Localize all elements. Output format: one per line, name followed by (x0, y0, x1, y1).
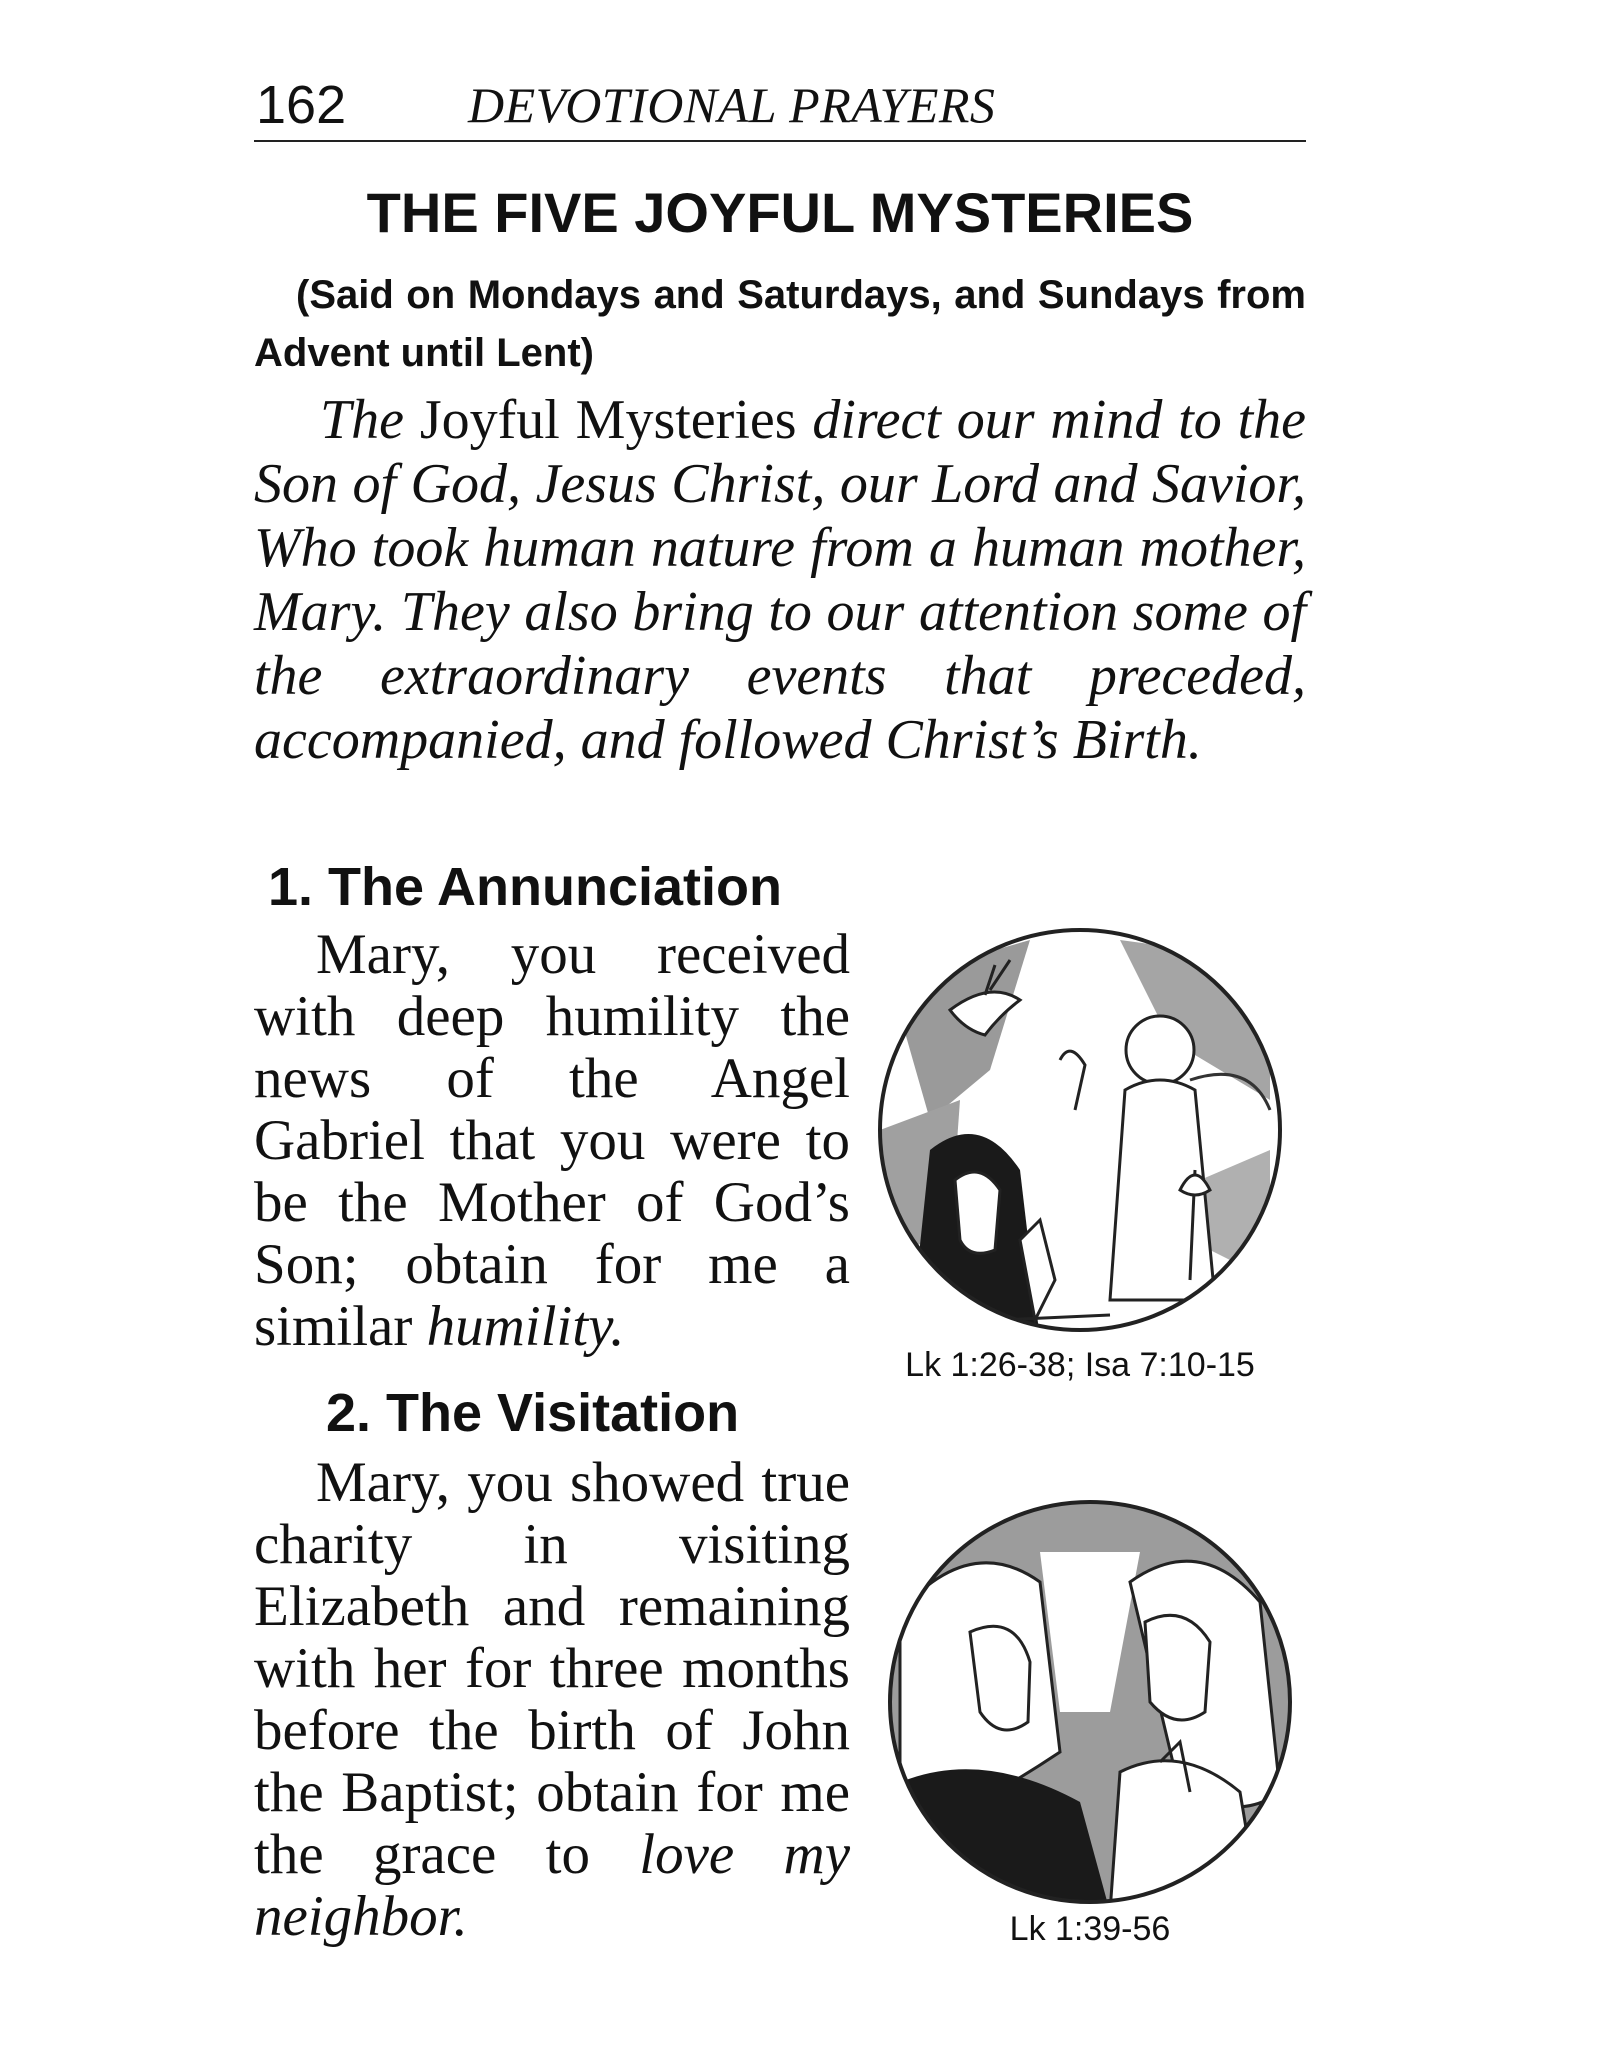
intro-paragraph (254, 388, 1306, 772)
prayer-virtue: love my neighbor. (254, 1823, 850, 1948)
mystery-heading-annunciation: 1. The Annunciation (268, 857, 783, 917)
page-title: THE FIVE JOYFUL MYSTERIES (366, 181, 1194, 244)
prayer-text: Mary, you received with deep humility the news of the Angel Gabriel that you were to be the Mother of God’s Son; obtain for me a similar (254, 923, 850, 1358)
mystery-prayer-annunciation (254, 924, 850, 1358)
scripture-reference-annunciation: Lk 1:26-38; Isa 7:10-15 (905, 1346, 1255, 1384)
page-number: 162 (256, 75, 347, 135)
visitation-illustration (880, 1492, 1300, 1912)
intro-part-3: direct our mind to the Son of God, Jesus Christ, our Lord and Savior, Who took human nature from a human mother, Mary. They also bring to our attention some of the extraordinary events that preceded, accompanied, and followed Christ’s Birth. (254, 389, 1306, 771)
prayer-text: Mary, you showed true charity in visiting Elizabeth and remaining with her for three months before the birth of John the Baptist; obtain for me the grace to (254, 1451, 850, 1886)
annunciation-illustration (870, 920, 1290, 1340)
intro-part-2: Joyful Mysteries (404, 389, 813, 451)
running-title: DEVOTIONAL PRAYERS (468, 77, 996, 133)
page-subtitle: (Said on Mondays and Saturdays, and Sundays from Advent until Lent) (254, 273, 1306, 375)
prayer-virtue: humility. (426, 1295, 625, 1358)
mystery-heading-visitation: 2. The Visitation (326, 1383, 740, 1443)
mystery-prayer-visitation (254, 1452, 850, 1948)
scripture-reference-visitation: Lk 1:39-56 (1009, 1910, 1171, 1948)
running-header (254, 70, 1306, 142)
intro-part-1: The (320, 389, 404, 451)
